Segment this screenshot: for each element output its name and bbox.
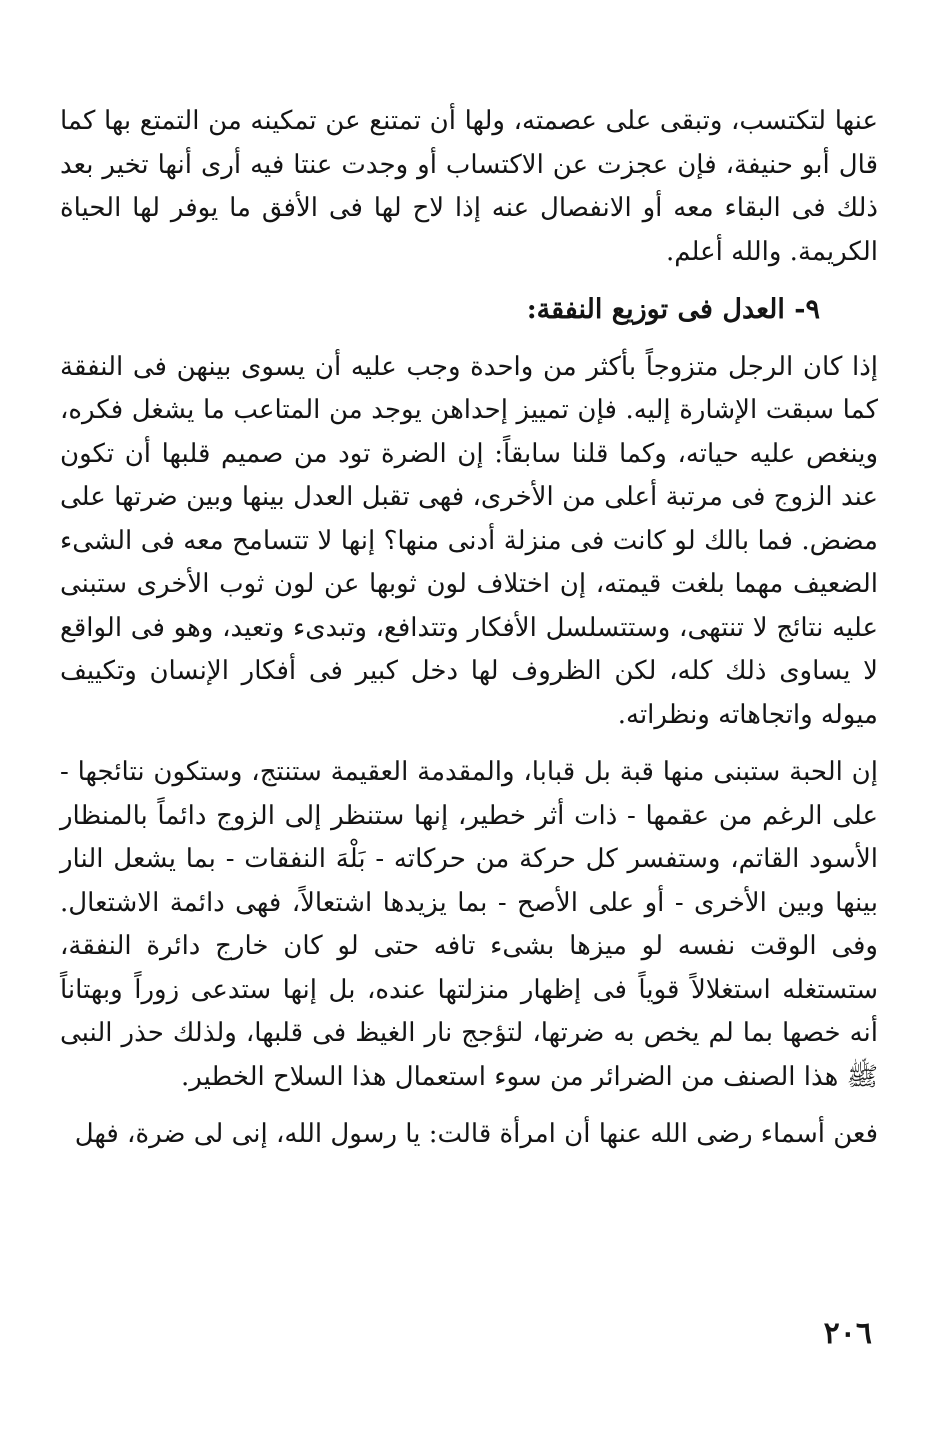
paragraph-1: عنها لتكتسب، وتبقى على عصمته، ولها أن تمتنع عن تمكينه من التمتع بها كما قال أبو حنيفة، فإن عجزت عن الاكتساب أو وجدت عنتا فيه أرى أنها تخير بعد ذلك فى البقاء معه أو الانفصال عنه إذا لاح لها فى الأفق ما يوفر لها الحياة الكريمة. والله أعلم. xyxy=(60,106,878,267)
paragraph-4: فعن أسماء رضى الله عنها أن امرأة قالت: يا رسول الله، إنى لى ضرة، فهل xyxy=(74,1119,878,1149)
page-content xyxy=(60,100,878,1163)
paragraph-2: إذا كان الرجل متزوجاً بأكثر من واحدة وجب عليه أن يسوى بينهن فى النفقة كما سبقت الإشارة إليه. فإن تمييز إحداهن يوجد من المتاعب ما يشغل فكره، وينغص عليه حياته، وكما قلنا سابقاً: إن الضرة تود من صميم قلبها أن تكون عند الزوج فى مرتبة أعلى من الأخرى، فهى تقبل العدل بينها وبين ضرتها على مضض. فما بالك لو كانت فى منزلة أدنى منها؟ إنها لا تتسامح معه فى الشىء الضعيف مهما بلغت قيمته، إن اختلاف لون ثوبها عن لون ثوب الأخرى ستبنى عليه نتائج لا تنتهى، وستتسلسل الأفكار وتتدافع، وتبدىء وتعيد، وهو فى الواقع لا يساوى ذلك كله، لكن الظروف لها دخل كبير فى أفكار الإنسان وتكييف ميوله واتجاهاته ونظراته. xyxy=(60,351,878,730)
section-heading: ٩- العدل فى توزيع النفقة: xyxy=(526,294,820,325)
paragraph-3: إن الحبة ستبنى منها قبة بل قبابا، والمقدمة العقيمة ستنتج، وستكون نتائجها - على الرغم من عقمها - ذات أثر خطير، إنها ستنظر إلى الزوج دائماً بالمنظار الأسود القاتم، وستفسر كل حركة من حركاته - بَلْهَ النفقات - بما يشعل النار بينها وبين الأخرى - أو على الأصح - بما يزيدها اشتعالاً، فهى دائمة الاشتعال. وفى الوقت نفسه لو ميزها بشىء تافه حتى لو كان خارج دائرة النفقة، ستستغله استغلالاً قوياً فى إظهار منزلتها عنده، بل إنها ستدعى زوراً وبهتاناً أنه خصها بما لم يخص به ضرتها، لتؤجج نار الغيظ فى قلبها، ولذلك حذر النبى ﷺ هذا الصنف من الضرائر من سوء استعمال هذا السلاح الخطير. xyxy=(60,757,878,1092)
page-number: ٢٠٦ xyxy=(823,1316,872,1351)
